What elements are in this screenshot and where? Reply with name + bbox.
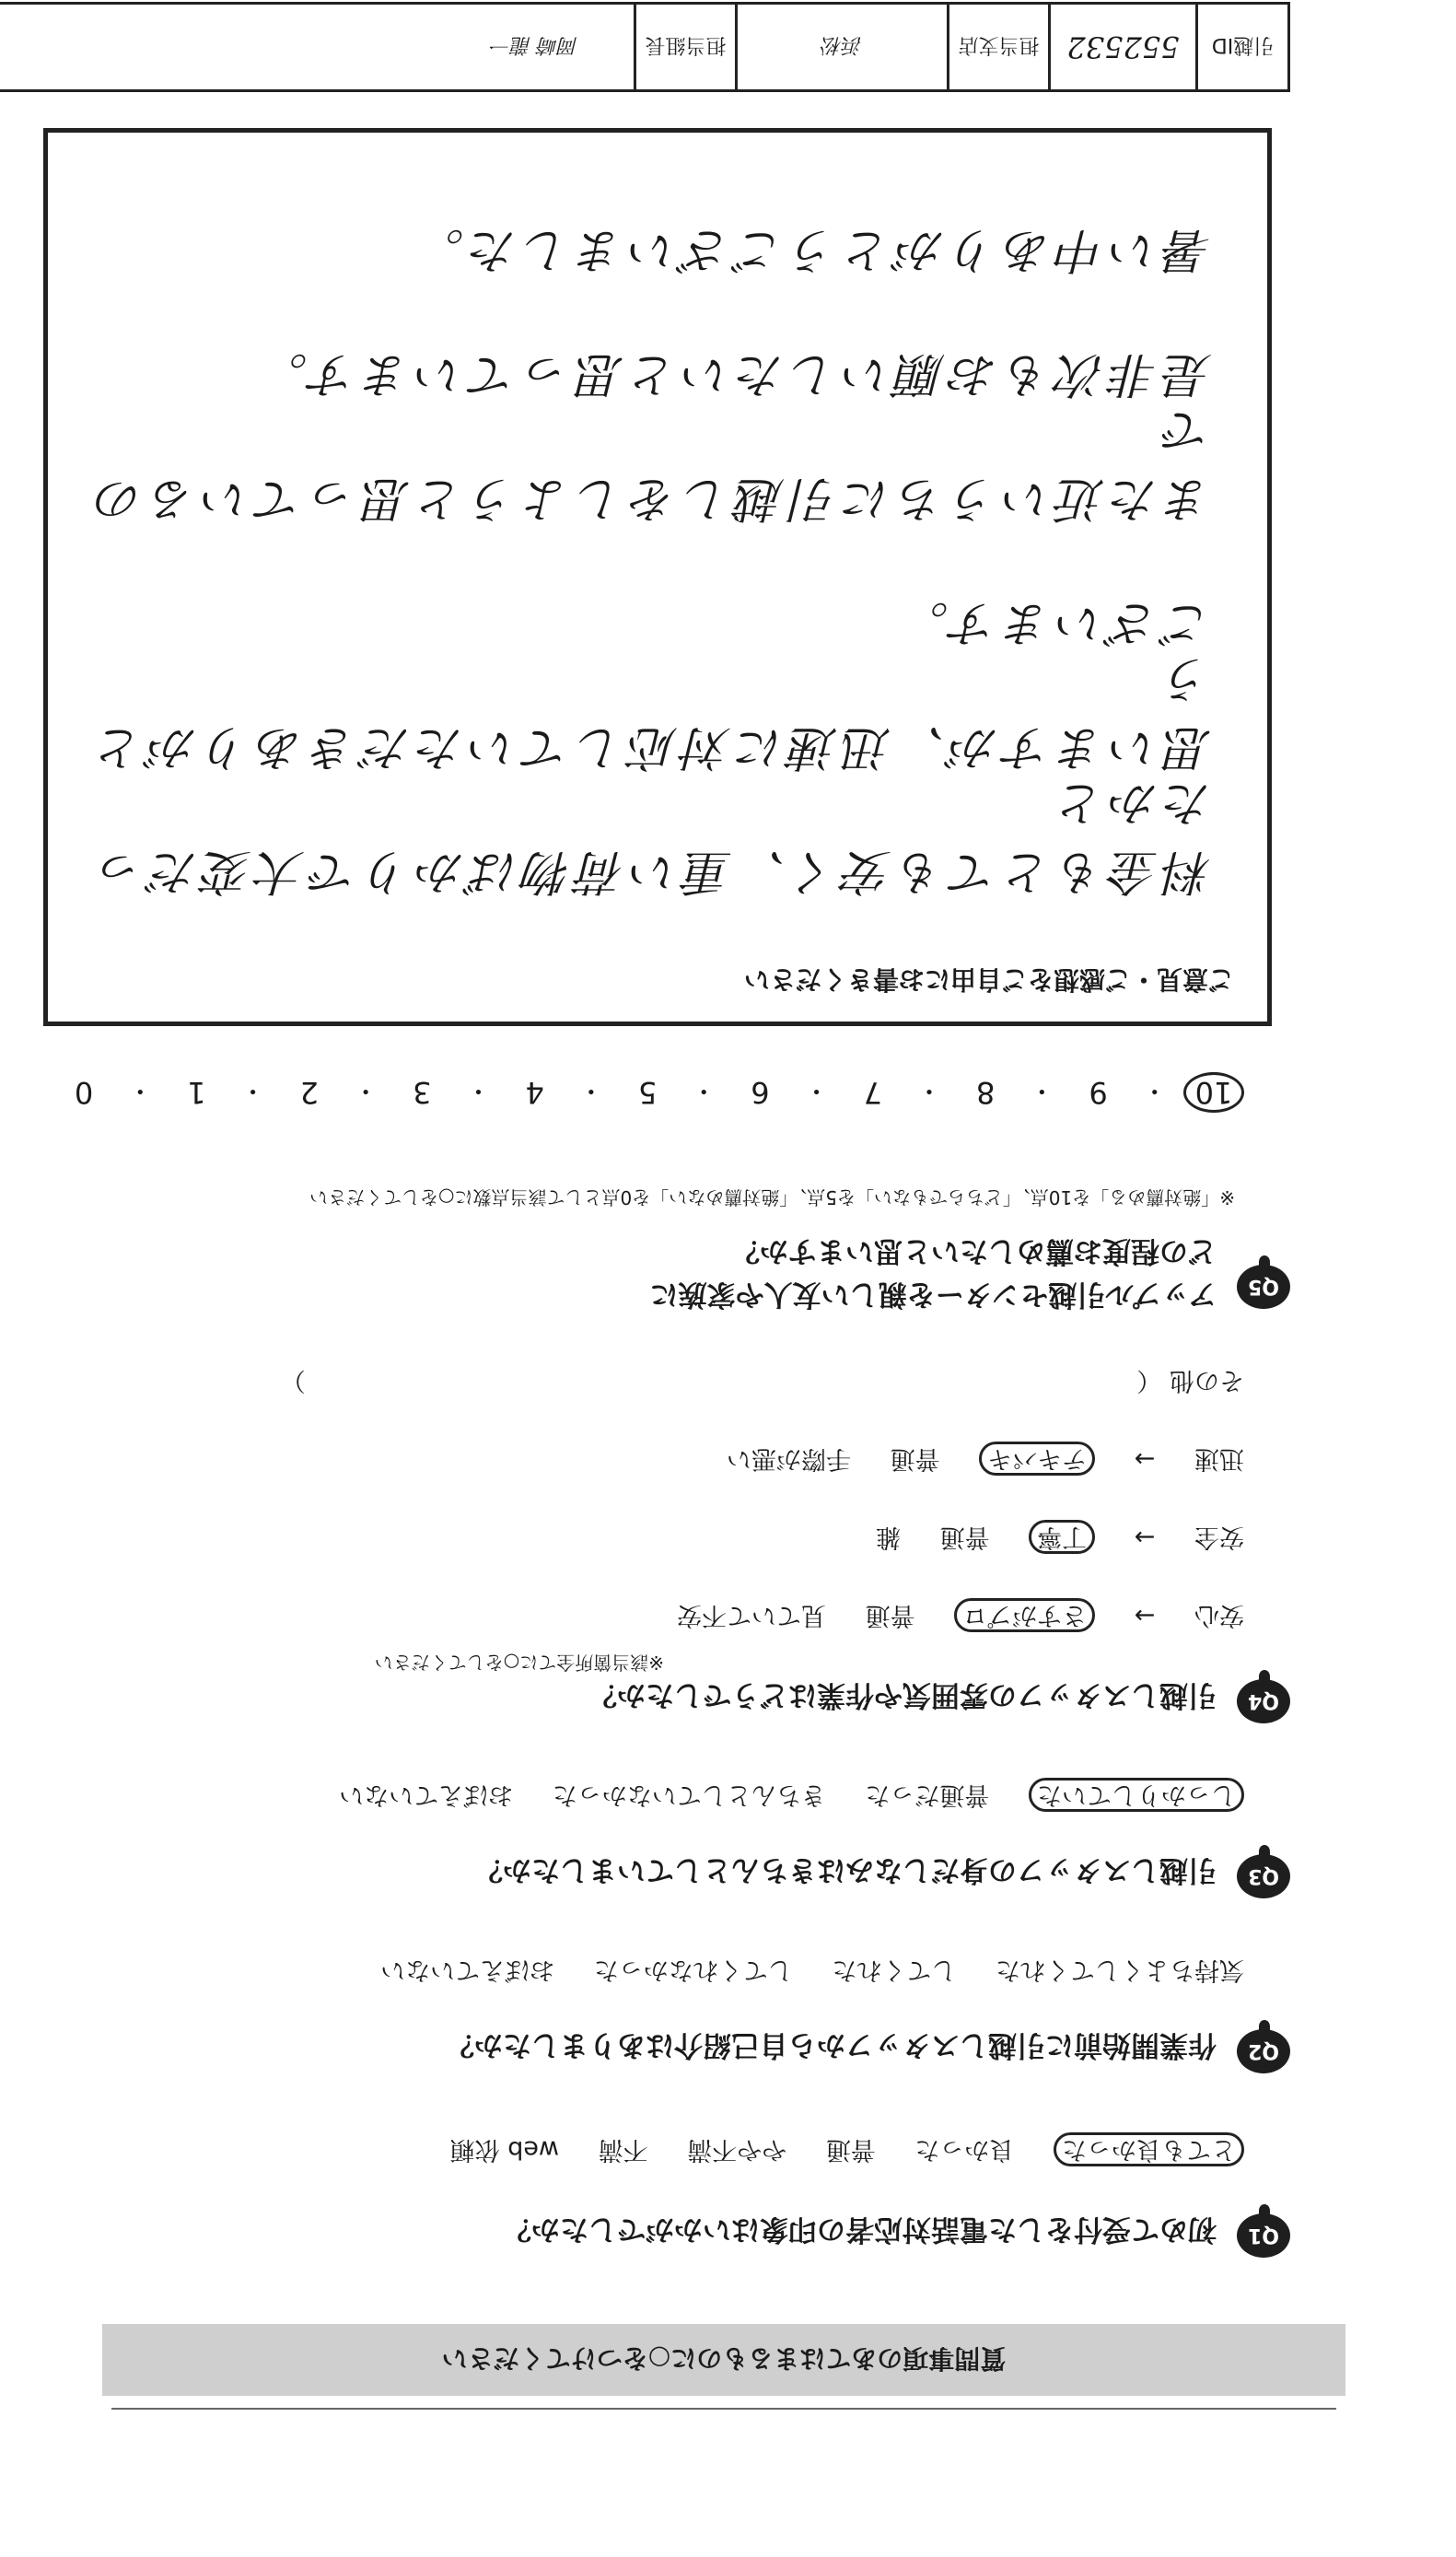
score-5[interactable]: 5 <box>637 1075 658 1110</box>
q5-note: ※「絶対薦める」を10点、「どちらでもない」を5点、「絶対薦めない」を0点として該当点数に○をしてください <box>309 1186 1235 1208</box>
q1-option[interactable]: やや不満 <box>687 2135 787 2164</box>
staff-value: 岡崎 龍一 <box>491 33 578 57</box>
q4-row-anzen <box>844 1522 1244 1558</box>
q3-badge: Q3 <box>1237 1854 1290 1898</box>
q1-option-selected[interactable]: とても良かった <box>1054 2132 1244 2166</box>
q2-options <box>349 1955 1244 1991</box>
comment-line: 思いますが、迅速に対応していただきありがとう <box>89 650 1212 775</box>
q4-option-selected[interactable]: さすがプロ <box>954 1598 1095 1632</box>
q2-option[interactable]: してくれなかった <box>593 1956 793 1984</box>
q1-badge: Q1 <box>1237 2213 1290 2258</box>
comment-line: 是非次もお願いしたいと思っています。 <box>254 346 1212 402</box>
score-2[interactable]: 2 <box>299 1075 320 1110</box>
comment-line: ございます。 <box>895 595 1212 650</box>
comment-title: ご意見・ご感想をご自由にお書きください <box>743 964 1234 995</box>
q5-badge: Q5 <box>1237 1265 1290 1309</box>
comment-line: また近いうちに引越しをしようと思っているので <box>89 402 1212 526</box>
q1-option[interactable]: 普通 <box>825 2135 876 2164</box>
q3-options <box>308 1780 1244 1816</box>
q4-note: ※該当箇所全てに○をしてください <box>374 1652 664 1674</box>
q1-question: 初めて受付をした電話対応者の印象はいかがでしたか？ <box>503 2213 1217 2246</box>
q4-badge: Q4 <box>1237 1679 1290 1723</box>
arrow-icon: → <box>1134 1523 1156 1551</box>
score-8[interactable]: 8 <box>976 1075 996 1110</box>
comment-line: 暑い中ありがとうございました。 <box>410 222 1212 277</box>
instruction-banner <box>102 2324 1345 2396</box>
score-0[interactable]: 0 <box>74 1075 94 1110</box>
id-value: 552532 <box>1048 5 1195 89</box>
q4-other <box>250 1365 1244 1401</box>
q4-row-label: 安全 <box>1194 1523 1244 1551</box>
score-10[interactable]: 10 <box>1183 1072 1244 1113</box>
q4-option[interactable]: 普通 <box>939 1523 990 1551</box>
q5-question-line1: アップル引越センターを親しい友人や家族に <box>649 1278 1217 1311</box>
q3-question: 引越しスタッフの身だしなみはきちんとしていましたか？ <box>474 1853 1217 1886</box>
q4-question: 引越しスタッフの雰囲気や作業はどうでしたか？ <box>588 1678 1217 1711</box>
score-7[interactable]: 7 <box>863 1075 883 1110</box>
q4-row-anshin <box>646 1600 1244 1636</box>
q4-option[interactable]: 手際が悪い <box>727 1444 851 1473</box>
q2-option[interactable]: おぼえていない <box>380 1956 555 1984</box>
branch-value: 浜松 <box>735 5 947 89</box>
q4-option[interactable]: 雑 <box>876 1523 901 1551</box>
q4-other-close: ） <box>280 1366 306 1395</box>
header-table <box>0 2 1290 92</box>
comment-box <box>43 128 1272 1026</box>
q3-option-selected[interactable]: しっかりしていた <box>1029 1778 1244 1812</box>
top-rule <box>111 2408 1336 2410</box>
arrow-icon: → <box>1134 1444 1156 1473</box>
staff-label: 担当組長 <box>634 5 735 89</box>
q4-option-selected[interactable]: 丁寧 <box>1029 1520 1095 1554</box>
q5-score-scale: 10 ・ 9 ・ 8 ・ 7 ・ 6 ・ 5 ・ 4 ・ 3 ・ 2 ・ 1 ・ 0 <box>56 1065 1244 1120</box>
q4-option-selected[interactable]: テキパキ <box>979 1442 1095 1476</box>
q3-option[interactable]: 普通だった <box>865 1781 990 1809</box>
q1-option[interactable]: 不満 <box>598 2135 648 2164</box>
q5-question-line2: どの程度お薦めしたいと思いますか？ <box>731 1234 1217 1267</box>
score-3[interactable]: 3 <box>413 1075 432 1110</box>
q3-option[interactable]: きちんとしていなかった <box>552 1781 826 1809</box>
comment-line: 料金もとても安く、重い荷物ばかりで大変だったかと <box>91 775 1212 899</box>
q3-option[interactable]: おぼえていない <box>339 1781 514 1809</box>
score-6[interactable]: 6 <box>751 1075 770 1110</box>
q2-badge: Q2 <box>1237 2029 1290 2073</box>
q2-option[interactable]: してくれた <box>832 1956 957 1984</box>
q4-row-label: 安心 <box>1194 1601 1244 1629</box>
q4-option[interactable]: 普通 <box>865 1601 915 1629</box>
score-4[interactable]: 4 <box>525 1075 544 1110</box>
id-label: 引越ID <box>1195 5 1287 89</box>
q4-other-label: その他 （ <box>1136 1366 1244 1395</box>
q4-row-jinsoku <box>695 1443 1244 1479</box>
banner-text: 質問事項のあてはまるものに○をつけてください <box>441 2343 1007 2374</box>
q4-option[interactable]: 普通 <box>890 1444 940 1473</box>
q1-options <box>419 2134 1244 2170</box>
q1-option[interactable]: 良かった <box>914 2135 1015 2164</box>
q2-option[interactable]: 気持ちよくしてくれた <box>996 1956 1244 1984</box>
score-9[interactable]: 9 <box>1089 1075 1108 1110</box>
branch-label: 担当支店 <box>947 5 1048 89</box>
q4-row-label: 迅速 <box>1194 1444 1244 1473</box>
arrow-icon: → <box>1134 1601 1156 1629</box>
q2-question: 作業開始前に引越しスタッフから自己紹介はありましたか？ <box>446 2028 1217 2061</box>
score-1[interactable]: 1 <box>187 1075 206 1110</box>
q4-option[interactable]: 見ていて不安 <box>677 1601 826 1629</box>
q1-option[interactable]: web 依頼 <box>449 2135 560 2164</box>
